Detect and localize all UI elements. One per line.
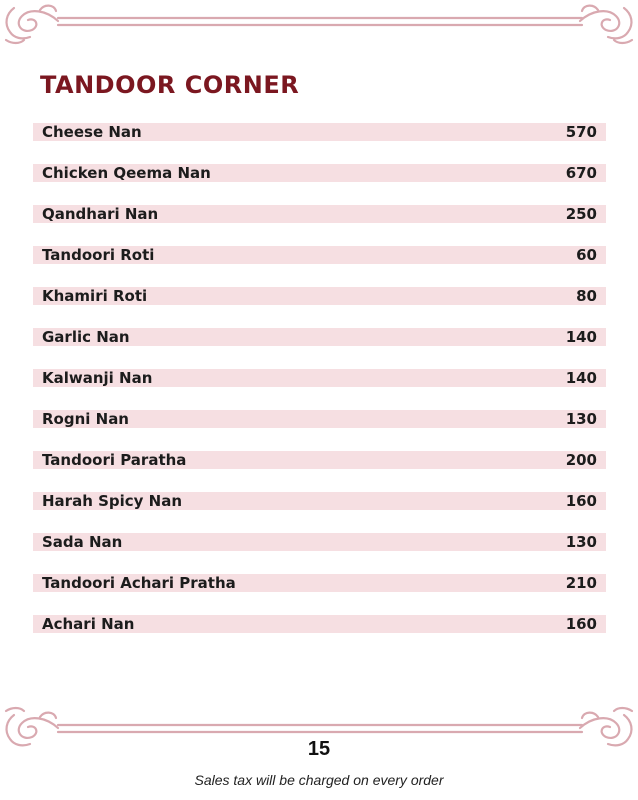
menu-item-name: Kalwanji Nan xyxy=(42,369,153,387)
menu-item-price: 160 xyxy=(565,492,597,510)
menu-item xyxy=(33,246,606,264)
menu-item-name: Tandoori Achari Pratha xyxy=(42,574,236,592)
menu-item-price: 140 xyxy=(565,328,597,346)
menu-item-name: Chicken Qeema Nan xyxy=(42,164,211,182)
section-title: TANDOOR CORNER xyxy=(40,71,300,99)
menu-item-price: 60 xyxy=(576,246,597,264)
menu-item xyxy=(33,492,606,510)
sales-tax-note: Sales tax will be charged on every order xyxy=(194,772,444,788)
menu-item xyxy=(33,287,606,305)
menu-item-name: Garlic Nan xyxy=(42,328,130,346)
menu-item-price: 570 xyxy=(565,123,597,141)
menu-item xyxy=(33,328,606,346)
menu-item xyxy=(33,164,606,182)
menu-item xyxy=(33,369,606,387)
menu-item-price: 140 xyxy=(565,369,597,387)
menu-item xyxy=(33,123,606,141)
menu-item xyxy=(33,451,606,469)
menu-item-name: Cheese Nan xyxy=(42,123,142,141)
menu-item-price: 130 xyxy=(565,410,597,428)
menu-item xyxy=(33,574,606,592)
menu-item-price: 160 xyxy=(565,615,597,633)
menu-item-name: Tandoori Roti xyxy=(42,246,155,264)
menu-item-price: 200 xyxy=(565,451,597,469)
menu-item-name: Sada Nan xyxy=(42,533,123,551)
menu-item-price: 210 xyxy=(565,574,597,592)
menu-item-name: Khamiri Roti xyxy=(42,287,148,305)
menu-item-price: 250 xyxy=(565,205,597,223)
menu-item xyxy=(33,410,606,428)
page-number: 15 xyxy=(307,738,331,760)
menu-item-price: 670 xyxy=(565,164,597,182)
menu-item-name: Harah Spicy Nan xyxy=(42,492,183,510)
menu-item-name: Achari Nan xyxy=(42,615,135,633)
menu-item-name: Rogni Nan xyxy=(42,410,129,428)
menu-item xyxy=(33,205,606,223)
menu-item-price: 80 xyxy=(576,287,597,305)
menu-item-name: Tandoori Paratha xyxy=(42,451,187,469)
menu-item xyxy=(33,533,606,551)
menu-item-name: Qandhari Nan xyxy=(42,205,159,223)
menu-list xyxy=(33,123,606,633)
top-ornament-border xyxy=(0,0,638,50)
menu-item-price: 130 xyxy=(565,533,597,551)
menu-item xyxy=(33,615,606,633)
